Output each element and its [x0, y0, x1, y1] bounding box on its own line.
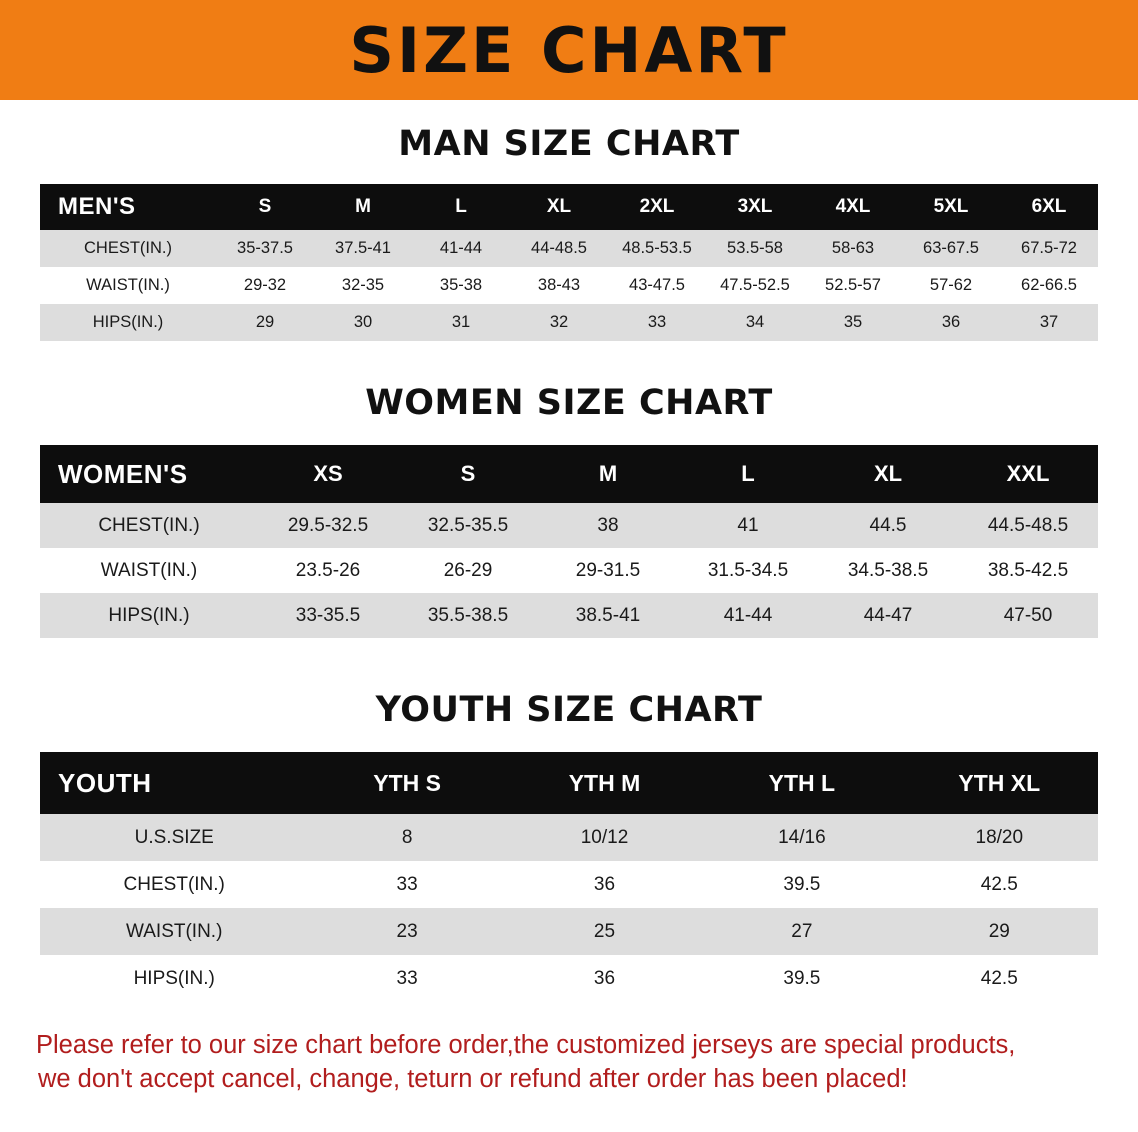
table-cell: 35-37.5	[237, 239, 293, 257]
table-cell: 52.5-57	[825, 276, 881, 294]
table-cell: 33-35.5	[295, 604, 361, 626]
column-header: L	[741, 461, 755, 486]
column-header: WOMEN'S	[58, 458, 188, 489]
table-cell: 32-35	[341, 276, 385, 294]
row-label: CHEST(IN.)	[123, 873, 225, 895]
column-header: M	[355, 196, 371, 217]
column-header: 6XL	[1031, 196, 1067, 217]
table-cell: 30	[353, 313, 373, 331]
row-label: CHEST(IN.)	[84, 239, 172, 257]
table-row	[40, 593, 1098, 638]
table-cell: 38-43	[537, 276, 581, 294]
table-cell: 29-31.5	[575, 559, 641, 581]
table-row	[40, 304, 1098, 341]
table-cell: 25	[593, 920, 616, 942]
man-section-title: MAN SIZE CHART	[398, 124, 740, 164]
table-cell: 18/20	[975, 826, 1024, 848]
row-label: HIPS(IN.)	[108, 604, 190, 626]
table-cell: 39.5	[783, 873, 821, 895]
table-cell: 58-63	[831, 239, 875, 257]
column-header: XXL	[1006, 461, 1050, 486]
table-cell: 31	[451, 313, 471, 331]
table-cell: 38	[597, 514, 619, 536]
column-header: XL	[873, 461, 903, 486]
column-header: YTH XL	[958, 769, 1041, 796]
table-cell: 8	[401, 826, 413, 848]
column-header: XS	[313, 461, 343, 486]
table-cell: 41-44	[723, 604, 773, 626]
table-cell: 35	[843, 313, 863, 331]
row-label: U.S.SIZE	[134, 826, 214, 848]
table-cell: 63-67.5	[923, 239, 979, 257]
table-cell: 34	[745, 313, 765, 331]
table-cell: 29	[988, 920, 1010, 942]
table-cell: 33	[396, 967, 418, 989]
table-header-row	[40, 445, 1098, 503]
column-header: YTH S	[373, 769, 441, 796]
table-cell: 26-29	[443, 559, 493, 581]
women-size-table	[40, 445, 1098, 638]
header-banner	[0, 0, 1138, 100]
table-cell: 35.5-38.5	[427, 604, 509, 626]
table-cell: 29-32	[243, 276, 287, 294]
row-label: WAIST(IN.)	[100, 559, 198, 581]
column-header: 3XL	[737, 196, 773, 217]
disclaimer-note	[36, 1028, 1102, 1097]
table-cell: 29	[255, 313, 275, 331]
column-header: M	[598, 461, 618, 486]
table-cell: 32.5-35.5	[427, 514, 509, 536]
table-cell: 41-44	[439, 239, 483, 257]
table-cell: 47-50	[1003, 604, 1053, 626]
table-cell: 36	[593, 967, 616, 989]
table-cell: 23	[396, 920, 418, 942]
column-header: 2XL	[639, 196, 675, 217]
man-size-table	[40, 184, 1098, 341]
table-row	[40, 548, 1098, 593]
column-header: S	[460, 461, 476, 486]
table-cell: 23.5-26	[295, 559, 361, 581]
table-header-row	[40, 752, 1098, 814]
table-cell: 36	[941, 313, 961, 331]
table-row	[40, 955, 1098, 1002]
row-label: CHEST(IN.)	[98, 514, 200, 536]
table-cell: 44-48.5	[531, 239, 587, 257]
youth-table-wrapper	[40, 752, 1098, 1002]
man-table-wrapper	[40, 184, 1098, 341]
row-label: HIPS(IN.)	[133, 967, 215, 989]
table-row	[40, 267, 1098, 304]
table-cell: 44.5-48.5	[987, 514, 1069, 536]
column-header: 4XL	[835, 196, 871, 217]
table-cell: 62-66.5	[1021, 276, 1077, 294]
table-cell: 67.5-72	[1021, 239, 1077, 257]
table-row	[40, 908, 1098, 955]
table-header-row	[40, 184, 1098, 230]
women-table-wrapper	[40, 445, 1098, 638]
table-cell: 44.5	[869, 514, 907, 536]
table-cell: 42.5	[980, 873, 1018, 895]
table-row	[40, 814, 1098, 861]
table-cell: 41	[737, 514, 759, 536]
column-header: L	[455, 196, 467, 217]
table-cell: 39.5	[783, 967, 821, 989]
column-header: XL	[546, 196, 572, 217]
table-cell: 48.5-53.5	[622, 239, 692, 257]
table-cell: 10/12	[580, 826, 629, 848]
table-cell: 33	[396, 873, 418, 895]
table-cell: 34.5-38.5	[847, 559, 929, 581]
table-cell: 14/16	[778, 826, 826, 848]
table-cell: 57-62	[929, 276, 973, 294]
table-cell: 44-47	[863, 604, 913, 626]
column-header: YTH M	[568, 769, 641, 796]
column-header: MEN'S	[58, 193, 136, 220]
table-cell: 31.5-34.5	[707, 559, 789, 581]
page-title: SIZE CHART	[349, 14, 789, 87]
women-section-title: WOMEN SIZE CHART	[365, 383, 773, 423]
row-label: WAIST(IN.)	[126, 920, 223, 942]
table-cell: 38.5-42.5	[987, 559, 1069, 581]
disclaimer-line-2: we don't accept cancel, change, teturn or refund after order has been placed!	[38, 1065, 908, 1094]
column-header: S	[258, 196, 272, 217]
table-cell: 27	[791, 920, 813, 942]
youth-section-title: YOUTH SIZE CHART	[375, 690, 763, 730]
row-label: WAIST(IN.)	[86, 276, 170, 294]
row-label: HIPS(IN.)	[92, 313, 164, 331]
table-cell: 32	[549, 313, 569, 331]
table-row	[40, 503, 1098, 548]
table-row	[40, 230, 1098, 267]
table-cell: 42.5	[980, 967, 1018, 989]
column-header: 5XL	[933, 196, 969, 217]
column-header: YTH L	[768, 769, 836, 796]
table-cell: 47.5-52.5	[720, 276, 790, 294]
youth-size-table	[40, 752, 1098, 1002]
table-cell: 38.5-41	[575, 604, 641, 626]
table-cell: 43-47.5	[629, 276, 685, 294]
disclaimer-line-1: Please refer to our size chart before order,the customized jerseys are special products,	[36, 1031, 1016, 1059]
table-cell: 29.5-32.5	[287, 514, 369, 536]
table-cell: 36	[593, 873, 616, 895]
table-cell: 37.5-41	[335, 239, 391, 257]
table-row	[40, 861, 1098, 908]
table-cell: 33	[647, 313, 667, 331]
column-header: YOUTH	[58, 767, 152, 798]
table-cell: 53.5-58	[727, 239, 783, 257]
table-cell: 35-38	[439, 276, 483, 294]
table-cell: 37	[1039, 313, 1059, 331]
